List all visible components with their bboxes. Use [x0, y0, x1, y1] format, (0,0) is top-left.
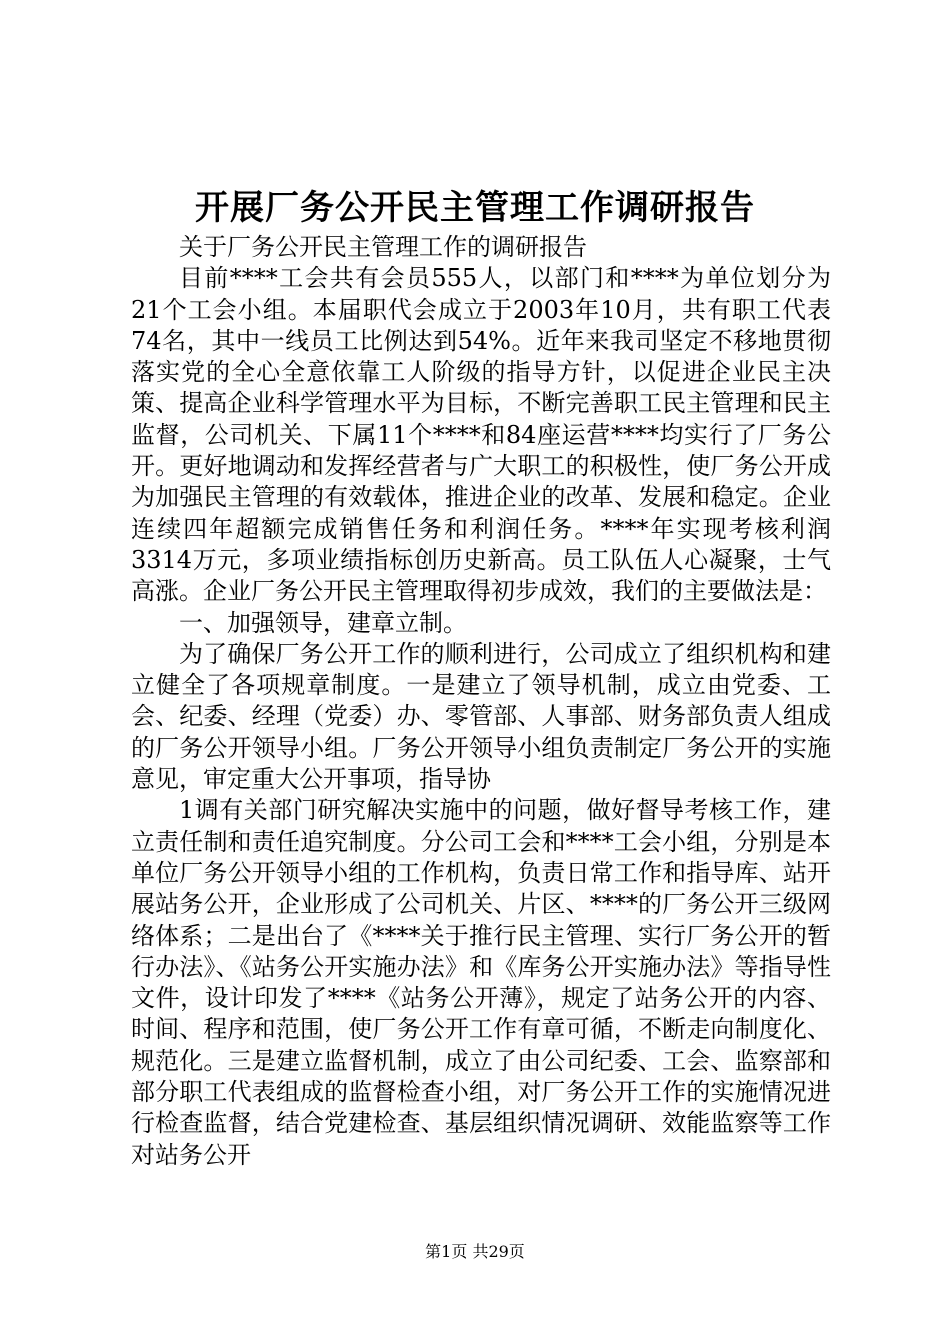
page-number-footer: 第1页 共29页 — [425, 1242, 525, 1261]
document-body — [131, 232, 831, 1171]
body-paragraph: 1调有关部门研究解决实施中的问题，做好督导考核工作，建立责任制和责任追究制度。分公司工会和****工会小组，分别是本单位厂务公开领导小组的工作机构，负责日常工作和指导库、站开展站务公开，企业形成了公司机关、片区、****的厂务公开三级网络体系；二是出台了《****关于推行民主管理、实行厂务公开的暂行办法》、《站务公开实施办法》和《库务公开实施办法》等指导性文件，设计印发了****《站务公开薄》，规定了站务公开的内容、时间、程序和范围，使厂务公开工作有章可循，不断走向制度化、规范化。三是建立监督机制，成立了由公司纪委、工会、监察部和部分职工代表组成的监督检查小组，对厂务公开工作的实施情况进行检查监督，结合党建检查、基层组织情况调研、效能监察等工作对站务公开 — [131, 796, 831, 1169]
subtitle-paragraph: 关于厂务公开民主管理工作的调研报告 — [179, 233, 587, 261]
document-title: 开展厂务公开民主管理工作调研报告 — [195, 188, 755, 228]
section-heading: 一、加强领导，建章立制。 — [179, 608, 467, 637]
body-paragraph: 为了确保厂务公开工作的顺利进行，公司成立了组织机构和建立健全了各项规章制度。一是建立了领导机制，成立由党委、工会、纪委、经理（党委）办、零管部、人事部、财务部负责人组成的厂务公开领导小组。厂务公开领导小组负责制定厂务公开的实施意见，审定重大公开事项，指导协 — [131, 639, 831, 794]
body-paragraph: 目前****工会共有会员555人，以部门和****为单位划分为21个工会小组。本届职代会成立于2003年10月，共有职工代表74名，其中一线员工比例达到54%。近年来我司坚定不移地贯彻落实党的全心全意依靠工人阶级的指导方针，以促进企业民主决策、提高企业科学管理水平为目标，不断完善职工民主管理和民主监督，公司机关、下属11个****和84座运营****均实行了厂务公开。更好地调动和发挥经营者与广大职工的积极性，使厂务公开成为加强民主管理的有效载体，推进企业的改革、发展和稳定。企业连续四年超额完成销售任务和利润任务。****年实现考核利润3314万元，多项业绩指标创历史新高。员工队伍人心凝聚，士气高涨。企业厂务公开民主管理取得初步成效，我们的主要做法是： — [131, 264, 831, 606]
